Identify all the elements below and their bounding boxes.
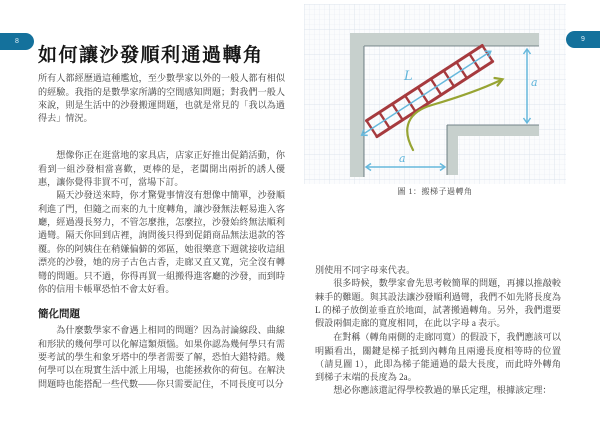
body-paragraph: 為什麼數學家不會遇上相同的問題？因為討論線段、曲線和形狀的幾何學可以化解這類煩惱。如果你認為幾何學只有需要考試的學生和象牙塔中的學者需要了解，恐怕大錯特錯。幾何學可以在現實生活中派上用場，也能拯救你的荷包。在解決問題時也能搭配一些代數——你只需要記住，不同長度可以分 <box>38 325 285 389</box>
label-ladder-length: L <box>404 69 413 84</box>
body-paragraph: 很多時候，數學家會先思考較簡單的問題，再據以推敲較棘手的難題。與其設法讓沙發順利過彎，我們不如先將長度為 L 的梯子放倒並垂直於地面，試著搬過轉角。另外，我們還要假設兩個走廊的寬度相同，在此以字母 a 表示。 <box>315 278 561 329</box>
label-corridor-width-right: a <box>531 76 538 89</box>
body-paragraph: 別使用不同字母來代表。 <box>315 265 416 276</box>
body-paragraph: 想像你正在逛當地的家具店，店家正好推出促銷活動，你看到一組沙發相當喜歡，更棒的是，老闆開出兩折的誘人優惠，讓你覺得非買不可，當場下訂。 <box>38 150 285 187</box>
page-number-left: 8 <box>15 38 19 45</box>
body-paragraph: 想必你應該還記得學校教過的畢氏定理，根據該定理： <box>333 385 552 396</box>
body-paragraph: 所有人都經歷過這種尷尬，至少數學家以外的一般人都有相似的經驗。我指的是數學家所講的空間感知問題；對我們一般人來說，則是生活中的沙發搬運問題，也就是常見的「我以為過得去」情況。 <box>38 73 285 124</box>
figure-ladder-corner <box>304 4 566 206</box>
body-paragraph: 在對稱（轉角兩側的走廊同寬）的假設下，我們應該可以明顯看出，關鍵是梯子抵到內轉角且兩邊長度相等時的位置（請見圖 1），此即為梯子能通過的最大長度，而此時外轉角到梯子末端的長度為 2a。 <box>315 332 561 383</box>
chapter-title: 如何讓沙發順利通過轉角 <box>38 44 264 66</box>
page-number-right: 9 <box>581 36 585 43</box>
body-paragraph: 隔天沙發送來時，你才驚覺事情沒有想像中簡單，沙發順利進了門，但隨之而來的九十度轉角，讓沙發無法輕易進入客廳，經過漫長努力，不管怎麼推，怎麼拉，沙發始終無法順利過彎。隔天你回到店裡，詢問後只得到促銷商品無法退款的答覆。你的阿姨住在稍嫌偏僻的郊區，她很樂意下週就接收這組漂亮的沙發，她的房子古色古香，走廊又直又寬，完全沒有轉彎的問題。只不過，你得再買一組搬得進客廳的沙發，而到時你的信用卡帳單恐怕不會太好看。 <box>38 190 285 294</box>
figure-caption: 圖 1：搬梯子過轉角 <box>397 187 473 196</box>
ladder-corner-diagram <box>304 4 566 184</box>
page-number-tab-left <box>0 33 34 50</box>
section-header: 簡化問題 <box>38 307 80 320</box>
label-corridor-width-bottom: a <box>399 152 406 165</box>
page-number-tab-right <box>566 31 600 48</box>
